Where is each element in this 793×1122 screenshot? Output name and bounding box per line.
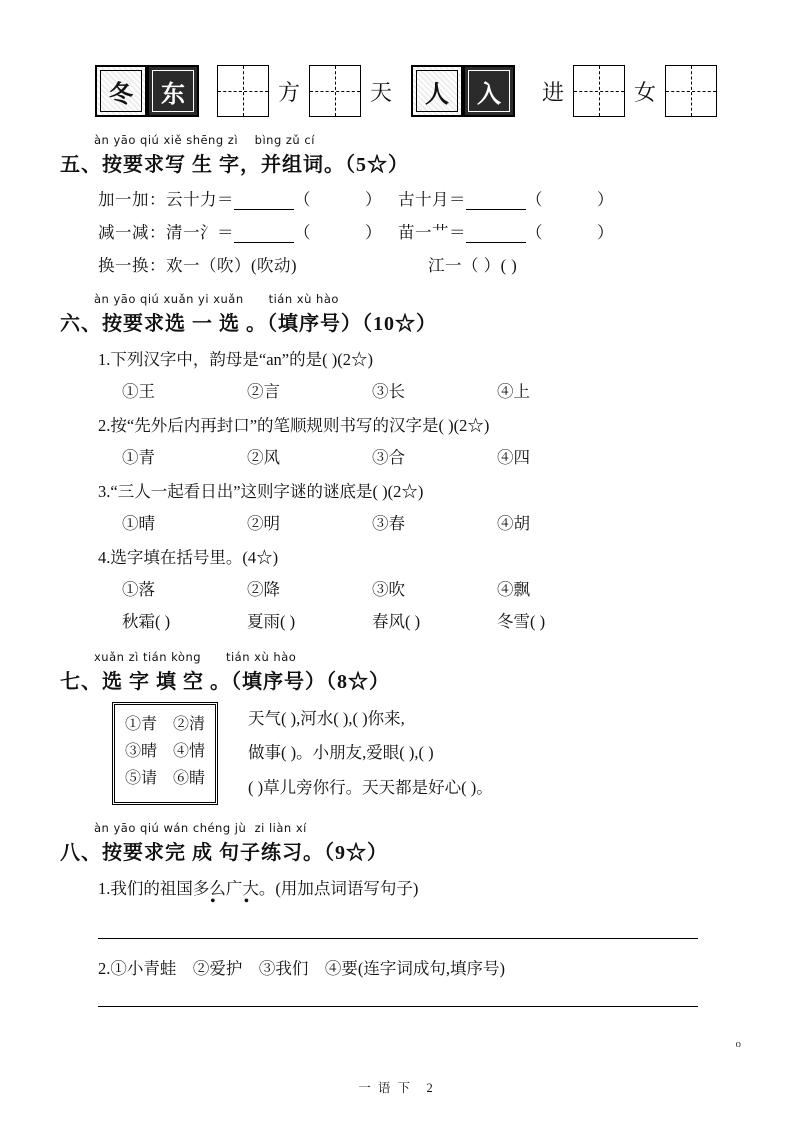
q6-4-fill-1[interactable]: 秋霜( ) — [122, 612, 171, 631]
decor-char-box-3 — [411, 65, 463, 117]
q6-4-fill-row — [60, 608, 735, 632]
word-bank-row-3[interactable]: ⑤请 ⑥睛 — [125, 770, 206, 788]
worksheet-content — [60, 55, 735, 1007]
word-bank-row-1[interactable]: ①青 ②清 — [125, 716, 206, 733]
grid-box-1[interactable] — [217, 65, 269, 117]
row2-right-blank[interactable] — [466, 242, 526, 243]
section-seven-sentences — [248, 702, 493, 805]
row3-right-text[interactable]: 江一（ ）( ) — [428, 256, 518, 275]
section-five-row-2: 减一减：清一氵＝ （ ） 苗一艹＝ （ ） — [98, 223, 614, 242]
decor-char-box-2 — [147, 65, 199, 117]
q6-1-options — [60, 378, 735, 402]
q6-3-option-3[interactable]: ③春 — [372, 514, 405, 533]
section-five-title: 五、按要求写 生 字，并组词。（5☆） — [60, 154, 409, 176]
section-six-pinyin: àn yāo qiú xuǎn yi xuǎn tián xù hào — [94, 292, 339, 306]
q6-3-option-4[interactable]: ④胡 — [497, 514, 530, 533]
section-eight-pinyin: àn yāo qiú wán chéng jù zi liàn xí — [94, 820, 307, 835]
section-five-row-3 — [60, 252, 735, 276]
word-bank — [112, 702, 218, 805]
decor-char-4: 入 — [468, 70, 510, 112]
section-eight-title: 八、按要求完 成 句子练习。（9☆） — [60, 841, 388, 864]
section-eight — [60, 821, 735, 1007]
section-seven-line-1[interactable]: 天气( ),河水( ),( )你来, — [248, 709, 405, 728]
q6-4-fill-2[interactable]: 夏雨( ) — [247, 612, 296, 631]
q8-2-stem: 2.①小青蛙 ②爱护 ③我们 ④要(连字词成句,填序号) — [98, 958, 505, 978]
q6-1-option-3[interactable]: ③长 — [372, 382, 405, 401]
q6-3-stem[interactable]: 3.“三人一起看日出”这则字谜的谜底是( )(2☆) — [98, 482, 424, 501]
q6-4-options — [60, 576, 735, 600]
q6-1-option-2[interactable]: ②言 — [247, 382, 280, 401]
grid-box-3[interactable] — [573, 65, 625, 117]
plain-char-4: 女 — [633, 79, 656, 105]
section-five-pinyin: àn yāo qiú xiě shēng zì bìng zǔ cí — [94, 133, 315, 147]
section-seven-body — [60, 702, 735, 805]
grid-box-2[interactable] — [309, 65, 361, 117]
decor-char-2: 东 — [152, 70, 194, 112]
q6-4-stem[interactable]: 4.选字填在括号里。(4☆) — [98, 548, 279, 567]
grid-box-4[interactable] — [665, 65, 717, 117]
page-corner-mark: o — [735, 1038, 741, 1050]
q6-1-stem[interactable]: 1.下列汉字中，韵母是“an”的是( )(2☆) — [98, 350, 373, 369]
q6-4-option-2[interactable]: ②降 — [247, 580, 280, 599]
q6-2-options — [60, 444, 735, 468]
q6-4-option-1[interactable]: ①落 — [122, 580, 155, 599]
q6-2-option-1[interactable]: ①青 — [122, 448, 155, 467]
q6-4-fill-4[interactable]: 冬雪( ) — [497, 612, 546, 631]
section-seven-pinyin: xuǎn zì tián kòng tián xù hào — [94, 650, 297, 664]
q6-2-option-3[interactable]: ③合 — [372, 448, 405, 467]
decor-char-box-4 — [463, 65, 515, 117]
row2-right-text: 苗一艹＝ — [398, 223, 466, 242]
q6-3-option-2[interactable]: ②明 — [247, 514, 280, 533]
section-seven-line-3[interactable]: ( )草儿旁你行。天天都是好心( )。 — [248, 777, 493, 797]
row1-right-text: 古十月＝ — [398, 190, 466, 209]
q8-1-answer-line[interactable] — [98, 937, 698, 939]
q6-2-option-2[interactable]: ②风 — [247, 448, 280, 467]
q6-4-option-3[interactable]: ③吹 — [372, 580, 405, 599]
row3-left-text: 换一换：欢一（吹）(吹动) — [98, 256, 297, 275]
section-seven-line-2[interactable]: 做事( )。小朋友,爱眼( ),( ) — [248, 743, 434, 763]
word-bank-row-2[interactable]: ③晴 ④情 — [125, 743, 206, 761]
page-footer: 一 语 下 2 — [358, 1081, 435, 1095]
plain-char-1: 方 — [277, 79, 300, 105]
decor-char-box-1 — [95, 65, 147, 117]
section-five — [60, 133, 735, 276]
q6-3-options — [60, 510, 735, 534]
q6-4-fill-3[interactable]: 春风( ) — [372, 612, 421, 631]
section-seven — [60, 650, 735, 805]
row1-left-blank[interactable] — [234, 209, 294, 210]
row1-right-blank[interactable] — [466, 209, 526, 210]
section-five-row-1: 加一加：云十力＝ （ ） 古十月＝ （ ） — [98, 190, 614, 209]
q6-1-option-1[interactable]: ①王 — [122, 382, 155, 401]
row2-left-text: 减一减：清一氵＝ — [98, 223, 234, 242]
row2-left-blank[interactable] — [234, 242, 294, 243]
q6-2-stem[interactable]: 2.按“先外后内再封口”的笔顺规则书写的汉字是( )(2☆) — [98, 416, 490, 435]
section-seven-title: 七、选 字 填 空 。（填序号）（8☆） — [60, 671, 390, 693]
q8-1-stem: 1.我们的祖国多么广大。(用加点词语写句子) — [98, 878, 419, 898]
section-six-title: 六、按要求选 一 选 。（填序号）（10☆） — [60, 313, 437, 335]
plain-char-3: 进 — [541, 79, 564, 105]
q6-1-option-4[interactable]: ④上 — [497, 382, 530, 401]
top-character-row — [95, 55, 735, 127]
q6-2-option-4[interactable]: ④四 — [497, 448, 530, 467]
q8-1-emphasis-dots: • • — [210, 892, 262, 910]
plain-char-2: 天 — [369, 79, 392, 105]
row1-left-text: 加一加：云十力＝ — [98, 190, 234, 209]
q8-2-answer-line[interactable] — [98, 1005, 698, 1007]
q6-4-option-4[interactable]: ④飘 — [497, 580, 530, 599]
q6-3-option-1[interactable]: ①晴 — [122, 514, 155, 533]
decor-char-1: 冬 — [100, 70, 142, 112]
decor-char-3: 人 — [416, 70, 458, 112]
section-six — [60, 292, 735, 632]
